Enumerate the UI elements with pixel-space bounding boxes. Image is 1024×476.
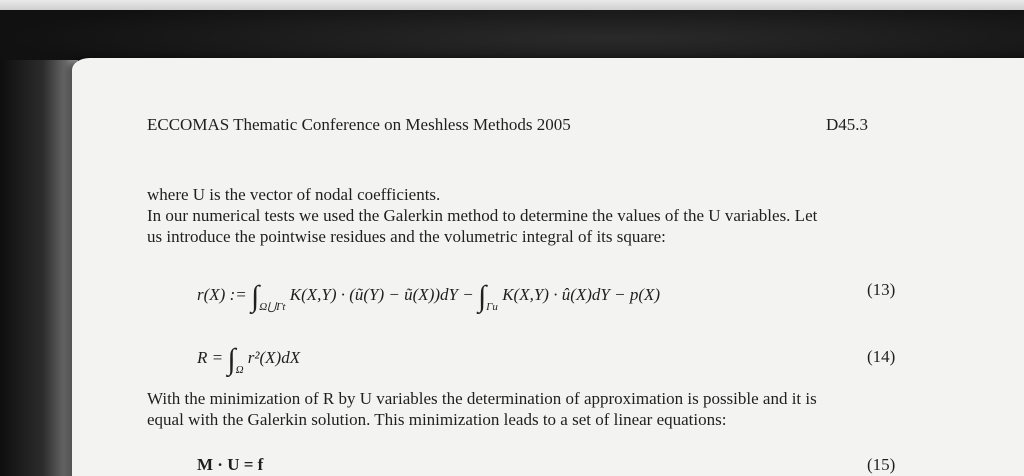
eq13-lhs: r(X) := <box>197 285 247 304</box>
paragraph-line: With the minimization of R by U variables the determination of approximation is possible and it is <box>147 389 817 408</box>
eq13-int2-domain: Γu <box>486 301 498 313</box>
eq14-lhs: R = <box>197 348 224 367</box>
equation-13 <box>197 280 660 314</box>
paragraph-line: In our numerical tests we used the Galerkin method to determine the values of the U variables. Let <box>147 206 818 225</box>
eq13-int1-domain: Ω⋃Γt <box>259 301 286 313</box>
running-header: ECCOMAS Thematic Conference on Meshless Methods 2005 <box>147 115 571 134</box>
eq13-part1: K(X,Y) · (ũ(Y) − ũ(X))dY − <box>289 285 474 304</box>
equation-15: M · U = f <box>197 455 264 474</box>
paragraph-line: where U is the vector of nodal coefficients. <box>147 185 441 204</box>
top-light-strip <box>0 0 1024 10</box>
paragraph-line: us introduce the pointwise residues and the volumetric integral of its square: <box>147 227 666 246</box>
equation-number: (15) <box>867 455 896 474</box>
integral-sign-icon: ∫ <box>250 280 260 313</box>
paragraph-line: equal with the Galerkin solution. This minimization leads to a set of linear equations: <box>147 410 727 429</box>
book-binding-edge <box>0 60 78 476</box>
equation-14 <box>197 343 300 377</box>
equation-number: (13) <box>867 280 896 299</box>
eq13-part2: K(X,Y) · û(X)dY − p(X) <box>502 285 661 304</box>
eq14-int-domain: Ω <box>235 364 244 376</box>
integral-sign-icon: ∫ <box>477 280 487 313</box>
paper-page <box>72 58 1024 476</box>
equation-number: (14) <box>867 347 896 366</box>
integral-sign-icon: ∫ <box>227 343 236 376</box>
page-id: D45.3 <box>826 115 869 134</box>
eq14-rhs: r²(X)dX <box>247 348 301 367</box>
